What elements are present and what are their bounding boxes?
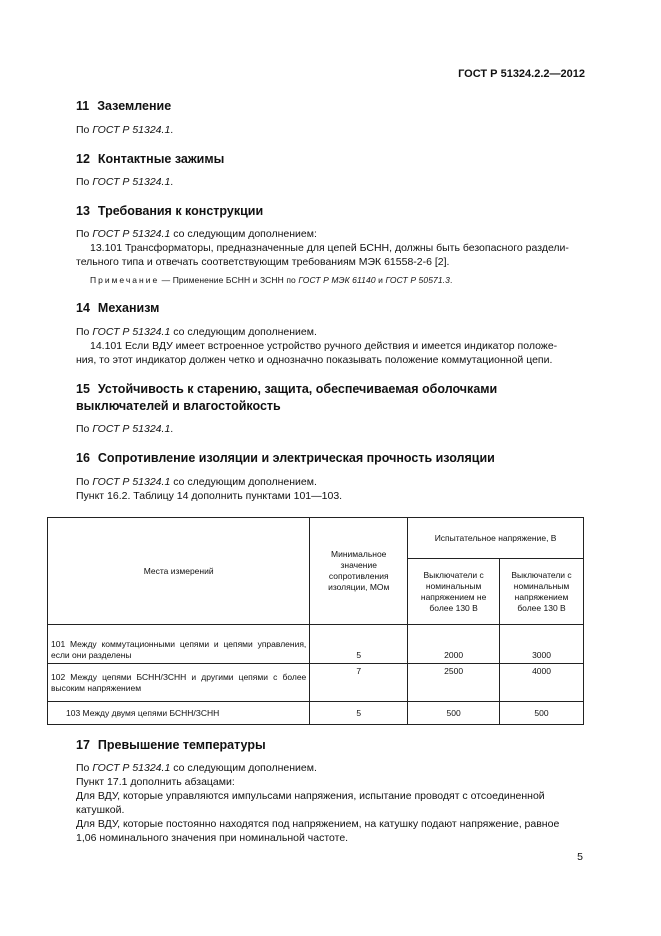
ref-prefix: По xyxy=(76,326,93,338)
section-15-reference xyxy=(76,422,173,436)
ref-standard: ГОСТ Р 51324.1 xyxy=(92,228,171,240)
ref-prefix: По xyxy=(76,423,93,435)
section-title: Контактные зажимы xyxy=(97,152,225,166)
section-number: 15 xyxy=(76,382,90,396)
section-17-paragraph-line: катушкой. xyxy=(76,804,125,816)
ref-suffix: . xyxy=(170,124,174,136)
note-standard: ГОСТ Р 50571.3 xyxy=(385,275,450,285)
col-sub2-header: Выключатели с номинальным напряжением более 130 В xyxy=(500,559,584,625)
section-17-paragraph-line: 1,06 номинального значения при номинальной частоте. xyxy=(76,832,349,844)
ref-prefix: По xyxy=(76,124,93,136)
section-13-note xyxy=(90,275,452,285)
section-13-reference xyxy=(76,227,317,241)
row-v2: 500 xyxy=(500,702,584,725)
ref-suffix: . xyxy=(170,176,174,188)
col-test-header: Испытательное напряжение, В xyxy=(408,518,584,559)
section-17-paragraph-line: Для ВДУ, которые управляются импульсами напряжения, испытание проводят с отсоединенной xyxy=(76,790,545,802)
page-number: 5 xyxy=(577,851,583,863)
section-12-reference xyxy=(76,175,173,189)
note-text: — Применение БСНН и ЗСНН по xyxy=(159,275,299,285)
ref-standard: ГОСТ Р 51324.1 xyxy=(92,423,171,435)
insulation-table xyxy=(47,517,584,725)
row-v2: 3000 xyxy=(500,625,584,664)
ref-prefix: По xyxy=(76,762,93,774)
row-v2: 4000 xyxy=(500,664,584,702)
table-header-row xyxy=(48,518,584,559)
section-16-reference xyxy=(76,475,317,489)
section-number: 14 xyxy=(76,301,90,315)
document-header: ГОСТ Р 51324.2.2—2012 xyxy=(458,68,585,80)
ref-standard: ГОСТ Р 51324.1 xyxy=(92,762,171,774)
ref-prefix: По xyxy=(76,176,93,188)
row-v1: 2500 xyxy=(408,664,500,702)
row-min: 5 xyxy=(310,702,408,725)
section-title: Сопротивление изоляции и электрическая прочность изоляции xyxy=(97,451,495,465)
row-min: 7 xyxy=(310,664,408,702)
section-14-paragraph-line: 14.101 Если ВДУ имеет встроенное устройство ручного действия и имеется индикатор положе- xyxy=(90,340,558,352)
row-v1: 2000 xyxy=(408,625,500,664)
section-13-paragraph-line: тельного типа и отвечать соответствующим требованиям МЭК 61558-2-6 [2]. xyxy=(76,256,450,268)
section-number: 13 xyxy=(76,204,90,218)
note-text: и xyxy=(375,275,386,285)
table-row xyxy=(48,702,584,725)
section-11-heading xyxy=(76,98,171,114)
col-min-header: Минимальное значение сопротивления изоляции, МОм xyxy=(310,518,408,625)
note-standard: ГОСТ Р МЭК 61140 xyxy=(298,275,376,285)
section-title: Превышение температуры xyxy=(97,738,266,752)
ref-suffix: со следующим дополнением: xyxy=(170,228,317,240)
row-v1: 500 xyxy=(408,702,500,725)
ref-standard: ГОСТ Р 51324.1 xyxy=(92,176,171,188)
section-title: Требования к конструкции xyxy=(97,204,264,218)
section-title: Механизм xyxy=(97,301,160,315)
section-14-reference xyxy=(76,325,317,339)
ref-prefix: По xyxy=(76,228,93,240)
section-15-heading xyxy=(76,381,497,397)
note-label: Примечание xyxy=(90,275,160,285)
section-14-paragraph-line: ния, то этот индикатор должен четко и однозначно показывать положение коммутационной цепи. xyxy=(76,354,553,366)
ref-suffix: . xyxy=(170,423,174,435)
row-min: 5 xyxy=(310,625,408,664)
section-15-heading-line2: выключателей и влагостойкость xyxy=(76,399,281,413)
ref-standard: ГОСТ Р 51324.1 xyxy=(92,124,171,136)
section-16-heading xyxy=(76,450,495,466)
section-13-heading xyxy=(76,203,263,219)
ref-standard: ГОСТ Р 51324.1 xyxy=(92,326,171,338)
section-14-heading xyxy=(76,300,159,316)
section-11-reference xyxy=(76,123,173,137)
section-17-heading xyxy=(76,737,266,753)
section-16-paragraph-line: Пункт 16.2. Таблицу 14 дополнить пунктами 101—103. xyxy=(76,490,343,502)
section-title: Заземление xyxy=(97,99,172,113)
ref-suffix: со следующим дополнением. xyxy=(170,476,317,488)
section-17-reference xyxy=(76,761,317,775)
ref-standard: ГОСТ Р 51324.1 xyxy=(92,476,171,488)
note-text: . xyxy=(449,275,453,285)
section-17-paragraph-line: Пункт 17.1 дополнить абзацами: xyxy=(76,776,235,788)
section-number: 16 xyxy=(76,451,90,465)
col-place-header: Места измерений xyxy=(48,518,310,625)
section-number: 12 xyxy=(76,152,90,166)
row-place: 103 Между двумя цепями БСНН/ЗСНН xyxy=(48,702,310,725)
row-place: 101 Между коммутационными цепями и цепями управления, если они разделены xyxy=(48,625,310,664)
section-12-heading xyxy=(76,151,224,167)
ref-suffix: со следующим дополнением. xyxy=(170,326,317,338)
section-title: Устойчивость к старению, защита, обеспечиваемая оболочками xyxy=(97,382,498,396)
table-row xyxy=(48,664,584,702)
table-row xyxy=(48,625,584,664)
ref-prefix: По xyxy=(76,476,93,488)
section-number: 17 xyxy=(76,738,90,752)
col-sub1-header: Выключатели с номинальным напряжением не более 130 В xyxy=(408,559,500,625)
ref-suffix: со следующим дополнением. xyxy=(170,762,317,774)
section-13-paragraph-line: 13.101 Трансформаторы, предназначенные для цепей БСНН, должны быть безопасного раздели- xyxy=(90,242,569,254)
section-17-paragraph-line: Для ВДУ, которые постоянно находятся под напряжением, на катушку подают напряжение, равное xyxy=(76,818,560,830)
section-number: 11 xyxy=(76,99,90,113)
row-place: 102 Между цепями БСНН/ЗСНН и другими цепями с более высоким напряжением xyxy=(48,664,310,702)
